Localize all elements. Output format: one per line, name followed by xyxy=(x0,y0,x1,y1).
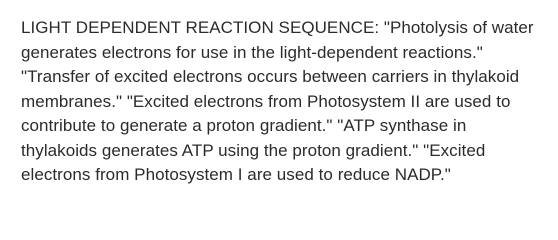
sequence-text: LIGHT DEPENDENT REACTION SEQUENCE: "Photolysis of water generates electrons for use in the light-dependent reactions." "Transfer of excited electrons occurs between carriers in thylakoid membranes." "Excited electrons from Photosystem II are used to contribute to generate a proton gradient." "ATP synthase in thylakoids generates ATP using the proton gradient." "Excited electrons from Photosystem I are used to reduce NADP." xyxy=(21,18,534,184)
